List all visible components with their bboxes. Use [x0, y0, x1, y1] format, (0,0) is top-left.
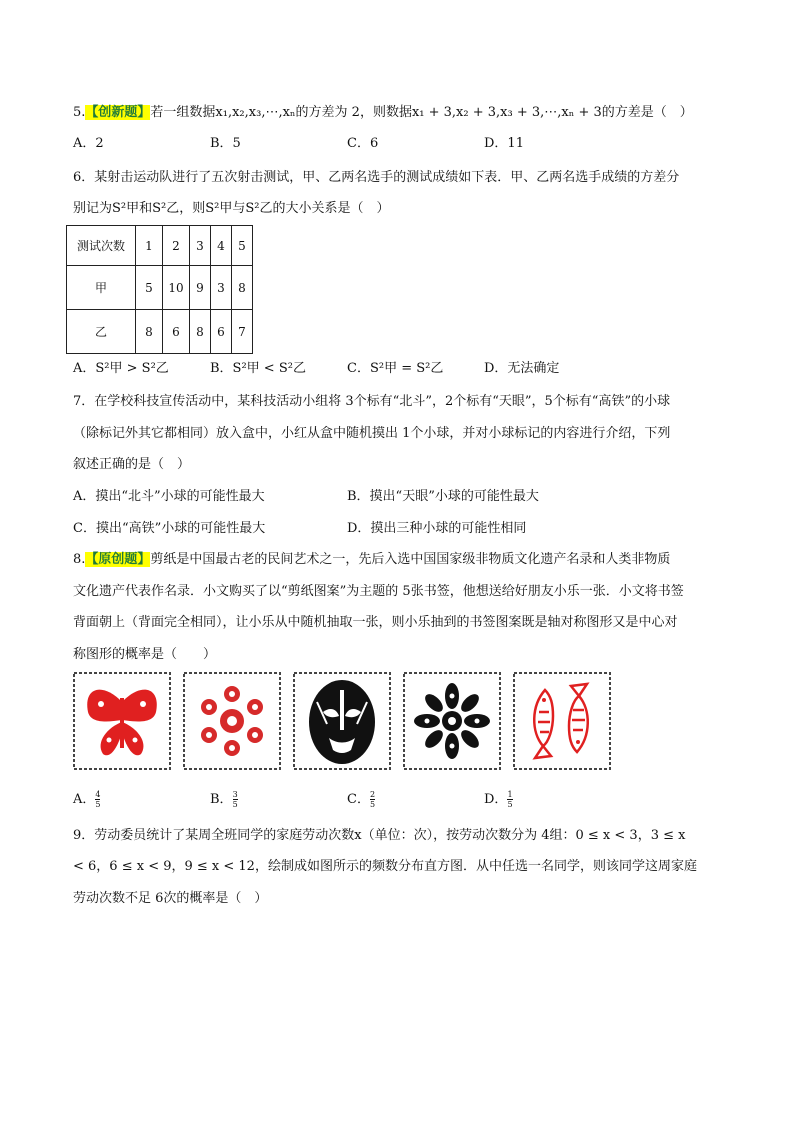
denominator: 5	[95, 800, 101, 809]
q6-option-a[interactable]: A．S²甲 > S²乙	[73, 361, 169, 376]
table-cell: 8	[232, 266, 253, 310]
q8-option-c[interactable]	[347, 790, 375, 809]
table-row	[67, 266, 253, 310]
q9-stem-line3: 劳动次数不足 6次的概率是（ ）	[73, 891, 268, 906]
table-cell: 5	[136, 266, 163, 310]
fish-papercut-card	[513, 672, 611, 770]
table-cell: 8	[190, 310, 211, 354]
table-header-cell: 1	[136, 226, 163, 266]
opera-mask-icon	[309, 680, 375, 764]
table-row	[67, 310, 253, 354]
table-header-cell: 2	[163, 226, 190, 266]
numerator: 4	[95, 790, 101, 799]
table-cell: 7	[232, 310, 253, 354]
q5-option-a[interactable]: A．2	[73, 136, 104, 151]
q5-text: 若一组数据x₁,x₂,x₃,⋯,xₙ的方差为 2，则数据x₁ + 3,x₂ + 3,x₃ + 3,⋯,xₙ + 3的方差是（ ）	[150, 105, 693, 120]
option-label: C．	[347, 792, 370, 807]
fraction	[370, 790, 375, 809]
fraction	[507, 790, 512, 809]
q5-option-c[interactable]: C．6	[347, 136, 379, 151]
table-header-cell: 测试次数	[67, 226, 136, 266]
q7-option-c[interactable]: C．摸出“高铁”小球的可能性最大	[73, 521, 266, 536]
q9-stem-line1: 9．劳动委员统计了某周全班同学的家庭劳动次数x（单位：次），按劳动次数分为 4组：0 ≤ x < 3，3 ≤ x	[73, 828, 686, 843]
butterfly-papercut-card	[73, 672, 171, 770]
fraction	[233, 790, 238, 809]
q6-stem-line1: 6．某射击运动队进行了五次射击测试，甲、乙两名选手的测试成绩如下表．甲、乙两名选手成绩的方差分	[73, 170, 680, 185]
option-label: D．	[484, 792, 508, 807]
q5-option-b[interactable]: B．5	[210, 136, 241, 151]
q8-stem-line2: 文化遗产代表作名录．小文购买了以“剪纸图案”为主题的 5张书签，他想送给好朋友小乐一张．小文将书签	[73, 584, 684, 599]
table-cell: 甲	[67, 266, 136, 310]
q8-option-d[interactable]	[484, 790, 513, 809]
table-header-cell: 5	[232, 226, 253, 266]
q9-stem-line2: < 6，6 ≤ x < 9，9 ≤ x < 12，绘制成如图所示的频数分布直方图．从中任选一名同学，则该同学这周家庭	[73, 859, 697, 874]
option-label: B．	[210, 792, 233, 807]
table-cell: 9	[190, 266, 211, 310]
q7-option-b[interactable]: B．摸出“天眼”小球的可能性最大	[347, 489, 539, 504]
q6-stem-line2: 别记为S²甲和S²乙，则S²甲与S²乙的大小关系是（ ）	[73, 201, 390, 216]
q6-option-c[interactable]: C．S²甲 = S²乙	[347, 361, 444, 376]
q5-tag: 【创新题】	[85, 105, 151, 120]
table-cell: 乙	[67, 310, 136, 354]
q5-option-d[interactable]: D．11	[484, 136, 524, 151]
q7-option-a[interactable]: A．摸出“北斗”小球的可能性最大	[73, 489, 265, 504]
q6-option-d[interactable]: D．无法确定	[484, 361, 560, 376]
denominator: 5	[369, 800, 376, 809]
q7-stem-line1: 7．在学校科技宣传活动中，某科技活动小组将 3个标有“北斗”，2个标有“天眼”，5个标有“高铁”的小球	[73, 394, 671, 409]
table-cell: 6	[163, 310, 190, 354]
q8-tag: 【原创题】	[85, 552, 151, 567]
denominator: 5	[232, 800, 238, 809]
q6-score-table	[66, 225, 253, 354]
q8-stem-line3: 背面朝上（背面完全相同），让小乐从中随机抽取一张，则小乐抽到的书签图案既是轴对称图形又是中心对	[73, 615, 678, 630]
q8-option-a[interactable]	[73, 790, 100, 809]
q5-number: 5.	[73, 105, 86, 120]
snowflake-papercut-card	[183, 672, 281, 770]
denominator: 5	[507, 800, 513, 809]
table-cell: 8	[136, 310, 163, 354]
q7-stem-line2: （除标记外其它都相同）放入盒中，小红从盒中随机摸出 1个小球，并对小球标记的内容进行介绍，下列	[73, 426, 671, 441]
option-label: A．	[73, 792, 96, 807]
q7-option-d[interactable]: D．摸出三种小球的可能性相同	[347, 521, 527, 536]
q8-option-b[interactable]	[210, 790, 238, 809]
table-cell: 3	[211, 266, 232, 310]
numerator: 3	[232, 790, 238, 799]
q5-stem	[73, 104, 693, 122]
q6-option-b[interactable]: B．S²甲 < S²乙	[210, 361, 306, 376]
q8-number: 8.	[73, 552, 86, 567]
q8-stem-line1	[73, 551, 670, 569]
table-cell: 10	[163, 266, 190, 310]
numerator: 1	[507, 790, 513, 799]
numerator: 2	[369, 790, 376, 799]
opera-mask-papercut-card	[293, 672, 391, 770]
table-cell: 6	[211, 310, 232, 354]
table-header-cell: 4	[211, 226, 232, 266]
mandala-papercut-card	[403, 672, 501, 770]
q7-stem-line3: 叙述正确的是（ ）	[73, 457, 191, 472]
q8-text: 剪纸是中国最古老的民间艺术之一，先后入选中国国家级非物质文化遗产名录和人类非物质	[150, 552, 671, 567]
table-header-cell: 3	[190, 226, 211, 266]
fraction	[95, 790, 100, 809]
q8-stem-line4: 称图形的概率是（ ）	[73, 647, 217, 662]
